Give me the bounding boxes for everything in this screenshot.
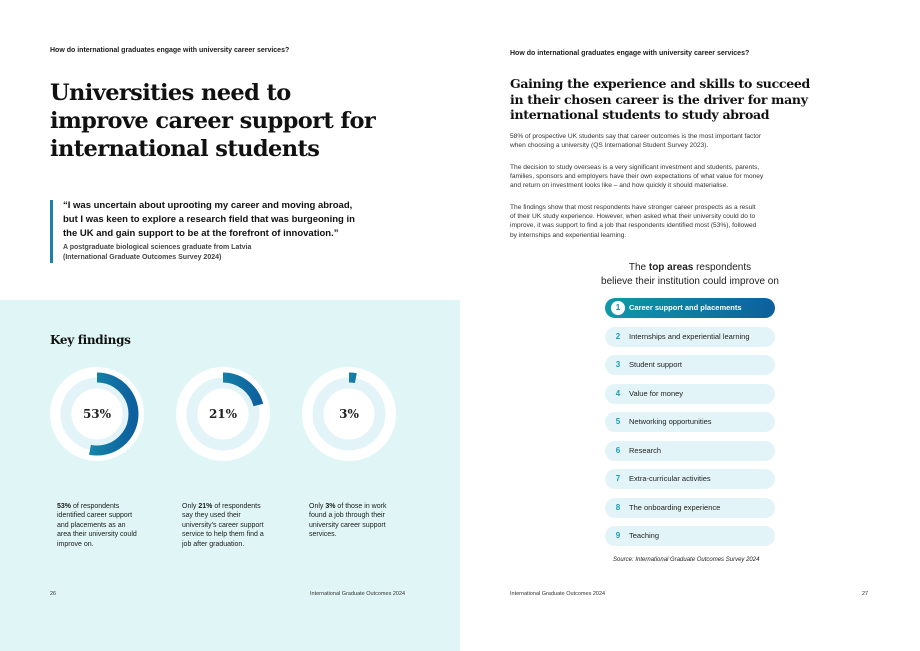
finding-line: university’s career support: [182, 521, 264, 529]
left-page-number: 26: [50, 591, 57, 597]
area-label: Career support and placements: [629, 303, 742, 312]
area-rank: 5: [615, 417, 621, 426]
area-item: [605, 327, 775, 347]
finding-line: university career support: [309, 521, 386, 529]
body-line: The decision to study overseas is a very significant investment and students, parents,: [510, 164, 760, 171]
pull-quote: [63, 199, 363, 263]
finding-line: say they used their: [182, 512, 241, 520]
area-rank: 2: [615, 332, 621, 341]
finding-line: 53% of respondents: [57, 503, 120, 510]
body-line: by internships and experiential learning.: [510, 231, 627, 239]
finding-text-2: [182, 502, 292, 549]
area-item: [605, 469, 775, 489]
finding-line: Only 3% of those in work: [309, 503, 387, 510]
area-item: [605, 355, 775, 375]
attribution-line: A postgraduate biological sciences graduate from Latvia: [63, 244, 252, 251]
left-kicker: How do international graduates engage with university career services?: [50, 47, 290, 54]
right-footer: International Graduate Outcomes 2024: [510, 591, 606, 597]
finding-text-1: [57, 502, 167, 549]
body-line: families, sponsors and employers have their own expectations of what value for money: [510, 173, 764, 181]
donut-value: 3%: [339, 407, 359, 421]
donut-chart-21: [176, 367, 270, 461]
area-label: Networking opportunities: [629, 417, 712, 426]
key-findings-panel: [0, 300, 460, 651]
left-page-title: [50, 79, 450, 163]
finding-value: 3%: [325, 503, 336, 510]
area-label: Research: [629, 446, 662, 455]
area-rank: 8: [615, 503, 621, 512]
donut-chart-53: [50, 367, 144, 461]
area-rank: 1: [611, 301, 625, 315]
title-line: in their chosen career is the driver for many: [510, 91, 808, 107]
finding-value: 21%: [198, 503, 213, 510]
finding-line: service to help them find a: [182, 531, 264, 539]
body-line: The findings show that most respondents have stronger career prospects as a result: [510, 204, 756, 211]
area-label: Value for money: [629, 389, 684, 398]
quote-attribution: [63, 243, 363, 263]
finding-value: 53%: [57, 503, 72, 510]
area-label: Internships and experiential learning: [629, 332, 750, 341]
body-line: and return on investment looks like – and how quickly it should materialise.: [510, 182, 729, 190]
body-line: of their UK study experience. However, when asked what their university could do to: [510, 213, 756, 221]
area-label: Extra-curricular activities: [629, 474, 711, 483]
body-line: improve, it was support to find a job that respondents identified most (53%), followed: [510, 222, 757, 230]
finding-text-3: [309, 502, 419, 540]
area-item: [605, 412, 775, 432]
source-note: Source: International Graduate Outcomes Survey 2024: [613, 557, 760, 563]
area-item: [605, 441, 775, 461]
area-rank: 9: [615, 531, 621, 540]
quote-accent-bar: [50, 200, 53, 263]
body-line: 58% of prospective UK students say that career outcomes is the most important factor: [510, 133, 762, 140]
area-rank: 3: [615, 360, 621, 369]
title-line: improve career support for: [50, 108, 376, 134]
finding-line: identified career support: [57, 512, 133, 520]
area-item: [605, 384, 775, 404]
area-item: [605, 526, 775, 546]
finding-line: Only 21% of respondents: [182, 503, 261, 510]
donut-value: 21%: [208, 407, 238, 421]
area-label: Teaching: [629, 531, 660, 540]
finding-line: and placements as an: [57, 521, 126, 529]
right-page-title: [510, 76, 870, 123]
body-paragraph-2: [510, 163, 870, 191]
body-line: when choosing a university (QS International Student Survey 2023).: [510, 142, 709, 150]
finding-line: area their university could: [57, 531, 137, 539]
quote-line: the UK and gain support to be at the forefront of innovation.”: [63, 228, 339, 239]
right-page-number: 27: [862, 591, 869, 597]
area-rank: 4: [615, 389, 621, 398]
donut-value: 53%: [82, 407, 112, 421]
top-areas-heading: The top areas respondents believe their institution could improve on: [601, 262, 779, 287]
finding-line: services.: [309, 531, 337, 539]
area-label: Student support: [629, 360, 682, 369]
title-line: international students to study abroad: [510, 107, 770, 122]
attribution-line: (International Graduate Outcomes Survey 2024): [63, 254, 222, 261]
area-rank: 7: [615, 474, 621, 483]
quote-line: “I was uncertain about uprooting my career and moving abroad,: [63, 200, 353, 211]
area-item: [605, 498, 775, 518]
finding-line: found a job through their: [309, 512, 385, 520]
donut-chart-3: [302, 367, 396, 461]
title-line: Gaining the experience and skills to succeed: [510, 76, 810, 91]
quote-line: but I was keen to explore a research field that was burgeoning in: [63, 214, 355, 225]
left-footer: International Graduate Outcomes 2024: [310, 591, 406, 597]
area-item: [605, 298, 775, 318]
body-paragraph-3: [510, 203, 870, 240]
finding-line: improve on.: [57, 540, 94, 548]
finding-line: job after graduation.: [182, 540, 245, 548]
right-kicker: How do international graduates engage with university career services?: [510, 50, 750, 57]
title-line: Universities need to: [50, 80, 291, 106]
title-line: international students: [50, 136, 320, 162]
area-label: The onboarding experience: [629, 503, 721, 512]
body-paragraph-1: [510, 132, 870, 150]
area-rank: 6: [615, 446, 621, 455]
key-findings-heading: Key findings: [50, 333, 131, 347]
